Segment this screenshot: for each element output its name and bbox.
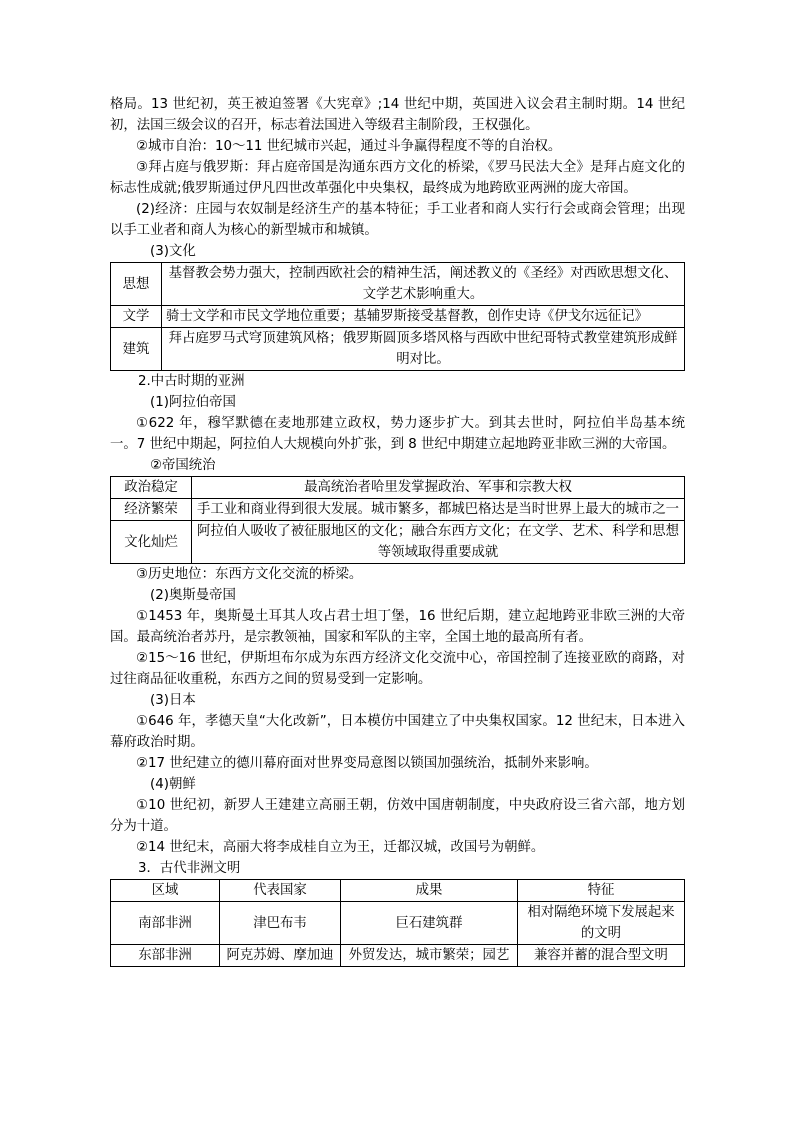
document-page	[110, 94, 685, 967]
paragraph-korea-1: ①10 世纪初，新罗人王建建立高丽王朝，仿效中国唐朝制度，中央政府设三省六部，地方划分为十道。	[110, 798, 685, 834]
table-header-cell: 区域	[111, 880, 220, 902]
table-row	[111, 945, 685, 967]
table-cell: 阿克苏姆、摩加迪	[220, 945, 341, 967]
paragraph-city-autonomy: ②城市自治：10～11 世纪城市兴起，通过斗争赢得程度不等的自治权。	[136, 139, 562, 154]
table-cell: 兼容并蓄的混合型文明	[518, 945, 685, 967]
table-cell: 东部非洲	[111, 945, 220, 967]
paragraph-korea-2: ②14 世纪末，高丽大将李成桂自立为王，迁都汉城，改国号为朝鲜。	[136, 840, 545, 855]
heading-culture: (3)文化	[150, 244, 196, 259]
table-cell-key: 建筑	[111, 328, 162, 371]
table-header-cell: 特征	[518, 880, 685, 902]
table-cell-value: 阿拉伯人吸收了被征服地区的文化；融合东西方文化；在文学、艺术、科学和思想等领域取得重要成就	[192, 521, 685, 564]
table-cell-value: 基督教会势力强大，控制西欧社会的精神生活，阐述教义的《圣经》对西欧思想文化、文学艺术影响重大。	[162, 263, 685, 306]
table-cell-key: 思想	[111, 263, 162, 306]
table-cell-key: 经济繁荣	[111, 499, 192, 521]
table-cell: 巨石建筑群	[341, 902, 518, 945]
table-header-cell: 成果	[341, 880, 518, 902]
paragraph-arab-rise: ①622 年，穆罕默德在麦地那建立政权，势力逐步扩大。到其去世时，阿拉伯半岛基本统一。7 世纪中期起，阿拉伯人大规模向外扩张，到 8 世纪中期建立起地跨亚非欧三洲的大帝国。	[110, 416, 685, 452]
paragraph-ottoman-2: ②15～16 世纪，伊斯坦布尔成为东西方经济文化交流中心，帝国控制了连接亚欧的商路，对过往商品征收重税，东西方之间的贸易受到一定影响。	[110, 651, 685, 687]
africa-table	[110, 879, 685, 967]
table-row	[111, 902, 685, 945]
table-cell: 外贸发达，城市繁荣；园艺	[341, 945, 518, 967]
table-row	[111, 306, 685, 328]
paragraph-japan-2: ②17 世纪建立的德川幕府面对世界变局意图以锁国加强统治，抵制外来影响。	[136, 756, 598, 771]
heading-arab-empire: (1)阿拉伯帝国	[150, 395, 236, 410]
table-cell: 相对隔绝环境下发展起来的文明	[518, 902, 685, 945]
table-cell-key: 政治稳定	[111, 477, 192, 499]
heading-korea: (4)朝鲜	[150, 777, 196, 792]
table-cell-value: 拜占庭罗马式穹顶建筑风格；俄罗斯圆顶多塔风格与西欧中世纪哥特式教堂建筑形成鲜明对比。	[162, 328, 685, 371]
paragraph-economy: (2)经济：庄园与农奴制是经济生产的基本特征；手工业者和商人实行行会或商会管理；出现以手工业者和商人为核心的新型城市和城镇。	[110, 202, 685, 238]
table-cell-key: 文化灿烂	[111, 521, 192, 564]
table-row	[111, 521, 685, 564]
heading-asia: 2.中古时期的亚洲	[138, 374, 245, 389]
table-cell-value: 骑士文学和市民文学地位重要；基辅罗斯接受基督教，创作史诗《伊戈尔远征记》	[162, 306, 685, 328]
heading-ottoman: (2)奥斯曼帝国	[150, 588, 236, 603]
table-row	[111, 263, 685, 306]
paragraph-byzantium-russia: ③拜占庭与俄罗斯：拜占庭帝国是沟通东西方文化的桥梁，《罗马民法大全》是拜占庭文化的标志性成就;俄罗斯通过伊凡四世改革强化中央集权，最终成为地跨欧亚两洲的庞大帝国。	[110, 160, 685, 196]
paragraph-japan-1: ①646 年，孝德天皇“大化改新”，日本模仿中国建立了中央集权国家。12 世纪末，日本进入幕府政治时期。	[110, 714, 685, 750]
heading-japan: (3)日本	[150, 693, 196, 708]
table-cell-key: 文学	[111, 306, 162, 328]
culture-table	[110, 262, 685, 371]
heading-arab-rule: ②帝国统治	[150, 458, 216, 473]
table-row	[111, 328, 685, 371]
arab-rule-table	[110, 476, 685, 564]
table-header-row	[111, 880, 685, 902]
paragraph-ottoman-1: ①1453 年，奥斯曼土耳其人攻占君士坦丁堡，16 世纪后期，建立起地跨亚非欧三洲的大帝国。最高统治者苏丹，是宗教领袖，国家和军队的主宰，全国土地的最高所有者。	[110, 609, 685, 645]
table-cell: 津巴布韦	[220, 902, 341, 945]
table-cell-value: 最高统治者哈里发掌握政治、军事和宗教大权	[192, 477, 685, 499]
heading-africa: 3．古代非洲文明	[138, 861, 241, 876]
paragraph-politics: 格局。13 世纪初，英王被迫签署《大宪章》;14 世纪中期，英国进入议会君主制时期。14 世纪初，法国三级会议的召开，标志着法国进入等级君主制阶段，王权强化。	[110, 97, 685, 133]
table-row	[111, 477, 685, 499]
table-cell: 南部非洲	[111, 902, 220, 945]
table-header-cell: 代表国家	[220, 880, 341, 902]
paragraph-arab-status: ③历史地位：东西方文化交流的桥梁。	[136, 567, 363, 582]
table-row	[111, 499, 685, 521]
table-cell-value: 手工业和商业得到很大发展。城市繁多，都城巴格达是当时世界上最大的城市之一	[192, 499, 685, 521]
